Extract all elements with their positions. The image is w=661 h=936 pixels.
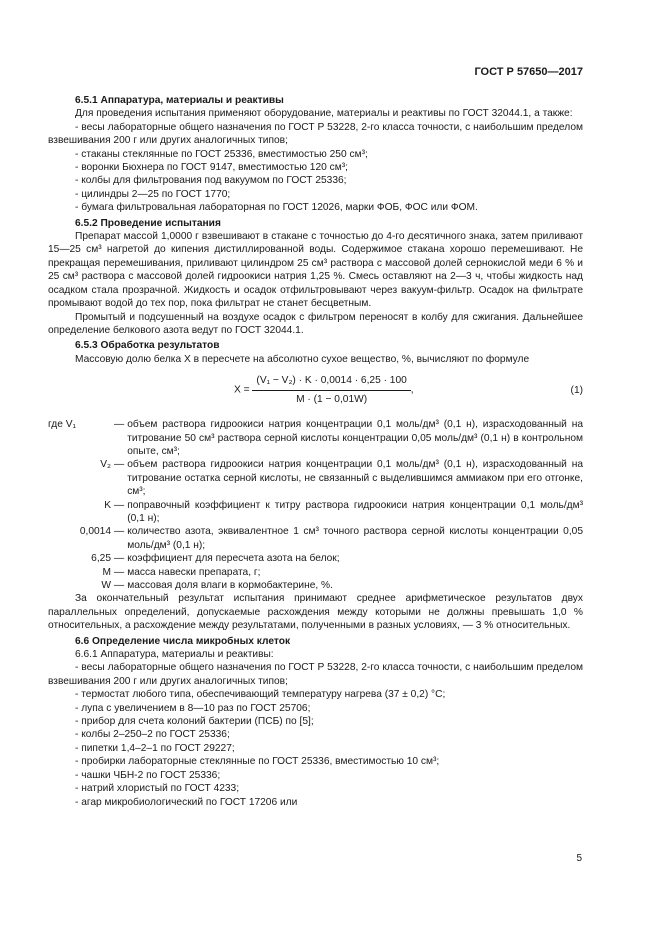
formula-block — [48, 372, 583, 416]
definition-symbol: V₂ — [100, 459, 111, 471]
paragraph-6-5-2-ashing: Промытый и подсушенный на воздухе осадок с фильтром переносят в колбу для сжигания. Дальнейшее определение белкового азота ведут по ГОСТ 32044.1. — [48, 311, 583, 336]
heading-6-5-2: 6.5.2 Проведение испытания — [75, 217, 221, 229]
paragraph-final-result: За окончательный результат испытания принимают среднее арифметическое результатов двух параллельных определений, допускаемые расхождения между которыми не должны превышать 1,0 % относительных, а расхождение между результатами, полученными в разных условиях, — 3 % относительных. — [48, 593, 583, 632]
heading-6-6: 6.6 Определение числа микробных клеток — [75, 635, 291, 647]
definition-dash: — — [114, 459, 125, 471]
definition-row — [48, 579, 583, 592]
definition-text: поправочный коэффициент к титру раствора гидроокиси натрия концентрации 0,1 моль/дм³ (0,1 н); — [127, 499, 583, 524]
heading-6-5-1: 6.5.1 Аппаратура, материалы и реактивы — [75, 95, 284, 106]
paragraph-6-5-1-intro: Для проведения испытания применяют оборудование, материалы и реактивы по ГОСТ 32044.1, а также: — [75, 108, 573, 120]
list-item: - натрий хлористый по ГОСТ 4233; — [75, 783, 240, 795]
definition-row — [48, 566, 583, 579]
definition-text: коэффициент для пересчета азота на белок; — [127, 553, 340, 565]
paragraph-6-5-3-intro: Массовую долю белка X в пересчете на абсолютно сухое вещество, %, вычисляют по формуле — [75, 353, 530, 365]
definition-dash: — — [114, 526, 125, 538]
definition-row — [48, 418, 583, 458]
formula-numerator: (V₁ − V₂) · K · 0,0014 · 6,25 · 100 — [252, 374, 410, 390]
list-item: - агар микробиологический по ГОСТ 17206 или — [75, 796, 298, 808]
list-item: - лупа с увеличением в 8—10 раз по ГОСТ 25706; — [75, 702, 311, 714]
definition-row — [48, 525, 583, 552]
subheading-6-6-1: 6.6.1 Аппаратура, материалы и реактивы: — [75, 649, 274, 661]
definition-dash: — — [114, 566, 125, 578]
list-item: - воронки Бюхнера по ГОСТ 9147, вместимостью 120 см³; — [75, 162, 348, 174]
formula-tail: , — [410, 384, 414, 396]
formula-lhs: X = — [234, 384, 250, 396]
list-item: - весы лабораторные общего назначения по ГОСТ Р 53228, 2-го класса точности, с наибольшим пределом взвешивания 200 г или других аналогичных типов; — [48, 662, 583, 687]
definition-symbol: M — [102, 566, 111, 578]
definition-symbol: 6,25 — [91, 553, 111, 565]
definition-dash: — — [114, 419, 125, 431]
paragraph-6-5-2-procedure: Препарат массой 1,0000 г взвешивают в стакане с точностью до 4-го десятичного знака, затем приливают 15—25 см³ нагретой до кипения дистиллированной воды. Содержимое стакана хорошо перемешивают. Не прекращая перемешивания, приливают цилиндром 25 см³ раствора с массовой долей сернокислой меди 6 % и 25 см³ раствора с массовой долей гидроокиси натрия 1,25 %. Смесь оставляют на 2—3 ч, чтобы жидкость над осадком стала прозрачной. Жидкость и осадок отфильтровывают через вакуум-фильтр. Осадок на фильтрате промывают водой до тех пор, пока фильтрат не станет бесцветным. — [48, 231, 583, 310]
definition-dash: — — [114, 499, 125, 511]
list-item: - термостат любого типа, обеспечивающий температуру нагрева (37 ± 0,2) °С; — [75, 689, 446, 701]
list-item: - весы лабораторные общего назначения по ГОСТ Р 53228, 2-го класса точности, с наибольшим пределом взвешивания 200 г или других аналогичных типов; — [48, 121, 583, 147]
formula-fraction — [252, 374, 410, 406]
list-item: - пробирки лабораторные стеклянные по ГОСТ 25336, вместимостью 10 см³; — [75, 756, 440, 768]
definition-row — [48, 499, 583, 526]
definition-text: объем раствора гидроокиси натрия концентрации 0,1 моль/дм³ (0,1 н), израсходованный на титрование 50 см³ раствора серной кислоты концентрации 0,05 моль/дм³ (0,1 н) в контрольном опыте, см³; — [127, 419, 583, 457]
formula-number: (1) — [570, 385, 583, 397]
variable-definitions — [48, 418, 583, 592]
list-item: - прибор для счета колоний бактерии (ПСБ) по [5]; — [75, 716, 314, 728]
list-item: - цилиндры 2—25 по ГОСТ 1770; — [75, 188, 231, 200]
heading-6-5-3: 6.5.3 Обработка результатов — [75, 340, 220, 352]
definition-symbol: где V₁ — [48, 419, 76, 431]
document-header: ГОСТ Р 57650—2017 — [474, 66, 583, 78]
list-item: - чашки ЧБН-2 по ГОСТ 25336; — [75, 769, 221, 781]
list-item: - колбы 2–250–2 по ГОСТ 25336; — [75, 729, 230, 741]
list-item: - бумага фильтровальная лабораторная по ГОСТ 12026, марки ФОБ, ФОС или ФОМ. — [75, 202, 478, 214]
definition-dash: — — [114, 553, 125, 565]
definition-text: количество азота, эквивалентное 1 см³ точного раствора серной кислоты концентрации 0,05 моль/дм³ (0,1 н); — [127, 526, 583, 551]
list-item: - пипетки 1,4–2–1 по ГОСТ 29227; — [75, 742, 235, 754]
definition-text: масса навески препарата, г; — [127, 566, 261, 578]
list-item: - стаканы стеклянные по ГОСТ 25336, вместимостью 250 см³; — [75, 148, 368, 160]
definition-row — [48, 458, 583, 498]
formula — [234, 374, 414, 406]
definition-dash: — — [114, 580, 125, 591]
list-item: - колбы для фильтрования под вакуумом по ГОСТ 25336; — [75, 175, 347, 187]
definition-row — [48, 552, 583, 565]
page-number: 5 — [576, 853, 582, 864]
definition-symbol: K — [104, 499, 111, 511]
definition-symbol: 0,0014 — [79, 526, 111, 538]
definition-symbol: W — [101, 580, 111, 591]
definition-text: массовая доля влаги в кормобактерине, %. — [127, 580, 333, 591]
formula-denominator: M · (1 − 0,01W) — [296, 393, 368, 405]
page-content — [48, 92, 583, 809]
definition-text: объем раствора гидроокиси натрия концентрации 0,1 моль/дм³ (0,1 н), израсходованный на титрование остатка серной кислоты, не связанный с выделившимся аммиаком при его отгонке, см³; — [127, 459, 583, 498]
